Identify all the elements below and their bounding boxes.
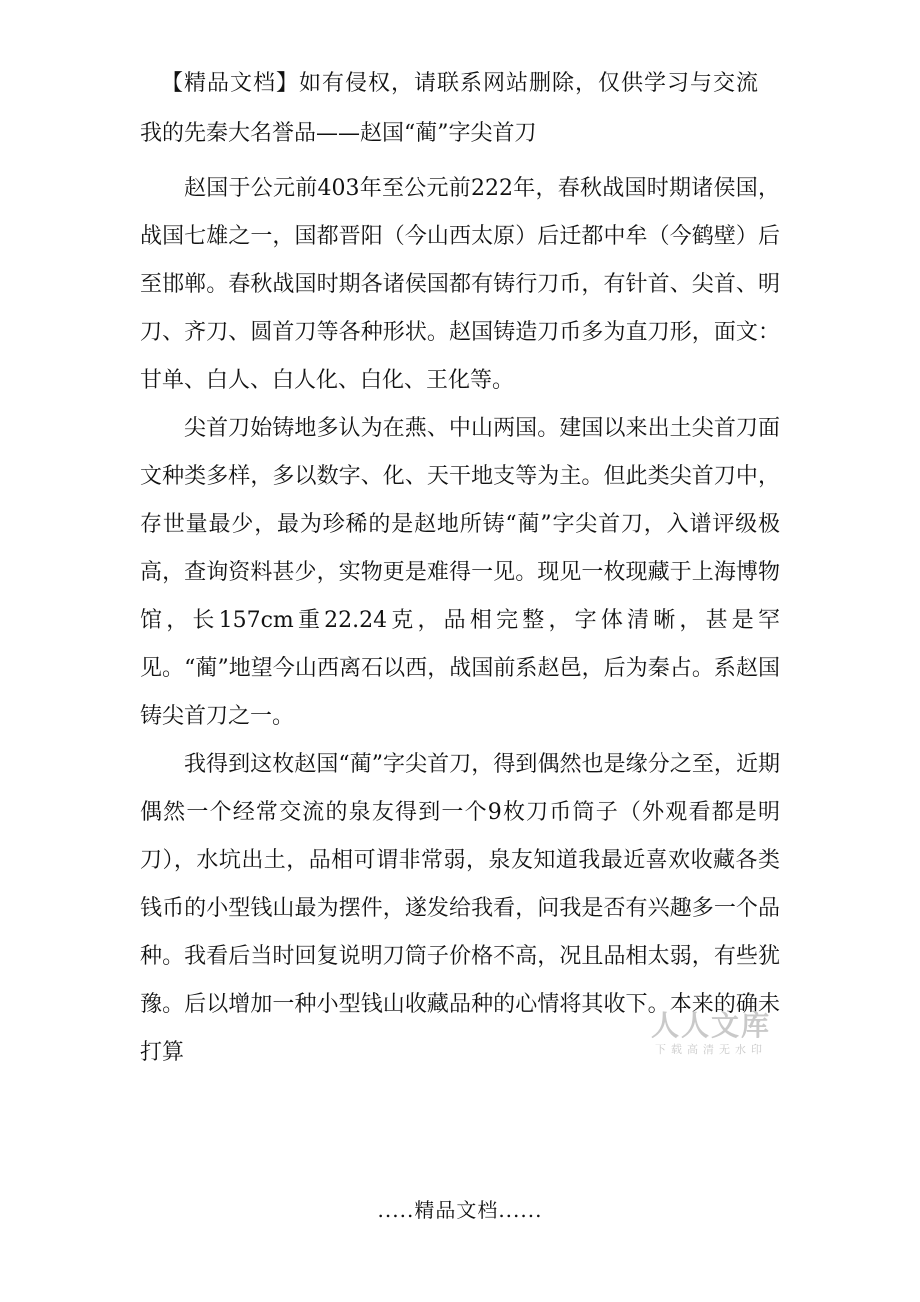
document-body: [140, 165, 780, 1077]
watermark-title: 人人文库: [650, 1009, 771, 1042]
paragraph-3: 我得到这枚赵国“蔺”字尖首刀，得到偶然也是缘分之至，近期偶然一个经常交流的泉友得到一个9枚刀币筒子（外观看都是明刀），水坑出土，品相可谓非常弱，泉友知道我最近喜欢收藏各类钱币的小型钱山最为摆件，遂发给我看，问我是否有兴趣多一个品种。我看后当时回复说明刀筒子价格不高，况且品相太弱，有些犹豫。后以增加一种小型钱山收藏品种的心情将其收下。本来的确未打算: [140, 752, 780, 1065]
watermark-logo: [646, 1010, 776, 1058]
paragraph-2: 尖首刀始铸地多认为在燕、中山两国。建国以来出土尖首刀面文种类多样，多以数字、化、天干地支等为主。但此类尖首刀中，存世量最少，最为珍稀的是赵地所铸“蔺”字尖首刀，入谱评级极高，查询资料甚少，实物更是难得一见。现见一枚现藏于上海博物馆，长157cm重22.24克，品相完整，字体清晰，甚是罕见。“蔺”地望今山西离石以西，战国前系赵邑，后为秦占。系赵国铸尖首刀之一。: [140, 416, 780, 729]
page-footer: .....精品文档......: [377, 1198, 543, 1222]
document-title: 我的先秦大名誉品——赵国“蔺”字尖首刀: [140, 121, 537, 146]
watermark-subtitle: 下载高清无水印: [655, 1043, 767, 1056]
page-header: 【精品文档】如有侵权，请联系网站删除，仅供学习与交流: [160, 71, 759, 96]
paragraph-1: 赵国于公元前403年至公元前222年，春秋战国时期诸侯国，战国七雄之一，国都晋阳（今山西太原）后迁都中牟（今鹤壁）后至邯郸。春秋战国时期各诸侯国都有铸行刀币，有针首、尖首、明刀、齐刀、圆首刀等各种形状。赵国铸造刀币多为直刀形，面文：甘单、白人、白人化、白化、王化等。: [140, 176, 780, 393]
